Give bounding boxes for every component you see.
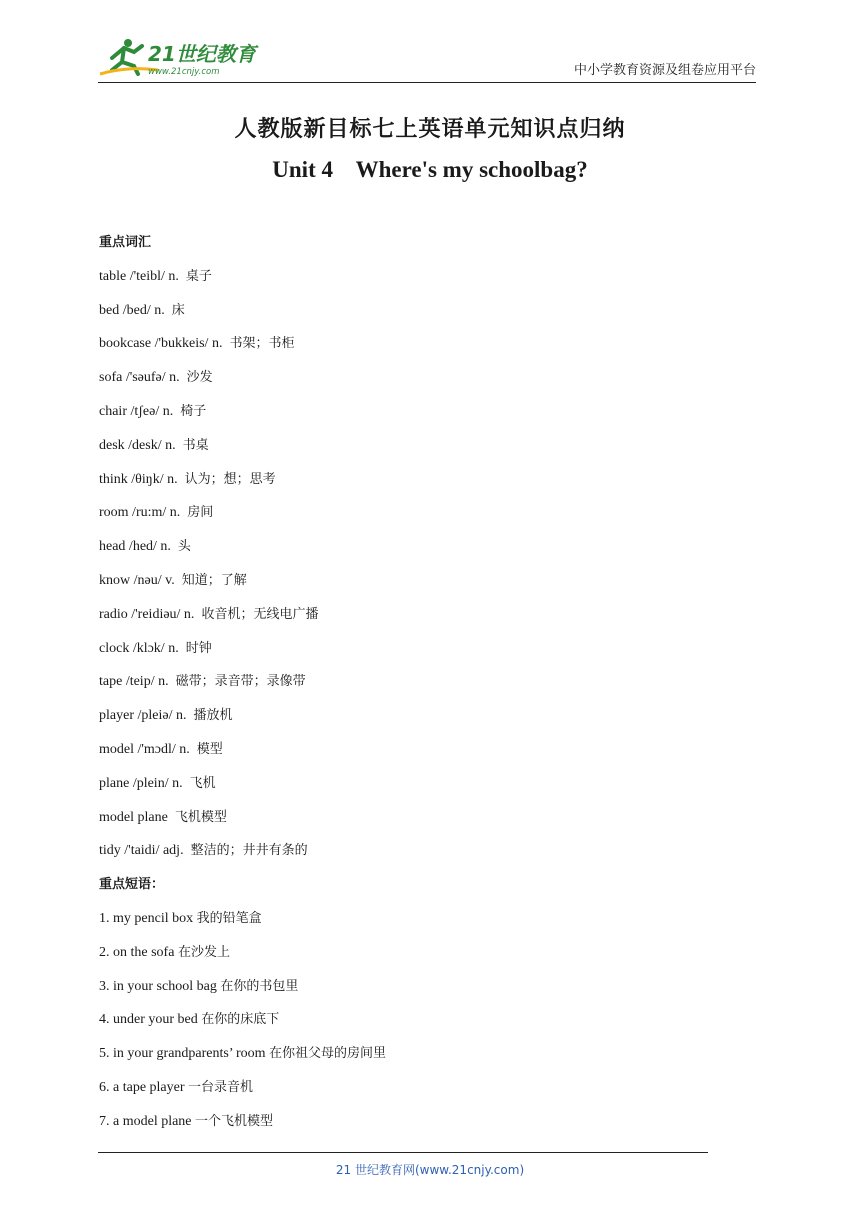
page-subtitle: Unit 4 Where's my schoolbag? <box>272 157 588 182</box>
phrase-item-chinese: 在你的书包里 <box>220 978 299 994</box>
vocab-item-english: think /θiŋk/ n. <box>99 471 178 487</box>
vocab-item <box>99 840 749 874</box>
phrase-list <box>99 908 749 1145</box>
phrase-item <box>99 1043 749 1077</box>
vocab-item <box>99 333 749 367</box>
vocab-item <box>99 570 749 604</box>
footer-divider <box>98 1152 708 1153</box>
logo-url: www.21cnjy.com <box>148 67 220 77</box>
vocab-item-chinese: 模型 <box>196 741 223 757</box>
vocab-item <box>99 367 749 401</box>
vocab-item <box>99 536 749 570</box>
vocab-item-chinese: 椅子 <box>180 403 207 419</box>
phrase-item <box>99 976 749 1010</box>
vocab-item-chinese: 知道；了解 <box>181 572 247 588</box>
vocab-item <box>99 502 749 536</box>
vocab-item-chinese: 桌子 <box>185 268 212 284</box>
vocab-item-english: desk /desk/ n. <box>99 437 176 453</box>
phrase-item-english: 6. a tape player <box>99 1079 185 1095</box>
phrase-item <box>99 1111 749 1145</box>
vocab-item-chinese: 头 <box>177 539 191 555</box>
vocab-item <box>99 401 749 435</box>
document-body <box>99 232 749 1145</box>
vocab-item-chinese: 收音机；无线电广播 <box>201 606 319 622</box>
phrase-item-chinese: 在你祖父母的房间里 <box>269 1046 387 1062</box>
vocab-item-english: head /hed/ n. <box>99 539 171 555</box>
phrase-item <box>99 1009 749 1043</box>
vocab-item-english: know /nəu/ v. <box>99 572 175 588</box>
vocab-item-english: chair /tʃeə/ n. <box>99 403 174 419</box>
vocab-item-chinese: 时钟 <box>185 640 212 656</box>
phrase-item-chinese: 在沙发上 <box>177 944 230 960</box>
vocab-item-chinese: 整洁的；井井有条的 <box>190 843 308 859</box>
phrase-item-chinese: 在你的床底下 <box>201 1012 280 1028</box>
site-name: 中小学教育资源及组卷应用平台 <box>573 63 756 78</box>
phrase-item-chinese: 一台录音机 <box>188 1079 254 1095</box>
phrase-item-english: 3. in your school bag <box>99 978 217 994</box>
vocab-item-chinese: 认为；想；思考 <box>184 471 276 487</box>
vocab-item-english: bed /bed/ n. <box>99 302 165 318</box>
vocab-item <box>99 638 749 672</box>
vocab-list <box>99 266 749 874</box>
vocab-item <box>99 807 749 841</box>
logo-text: 21世纪教育 <box>148 42 256 66</box>
vocab-item-english: tidy /'taidi/ adj. <box>99 843 184 859</box>
vocab-item-chinese: 磁带；录音带；录像带 <box>175 674 306 690</box>
phrase-item-english: 4. under your bed <box>99 1012 198 1028</box>
phrase-item <box>99 908 749 942</box>
phrase-item-chinese: 一个飞机模型 <box>195 1113 274 1129</box>
vocab-item-chinese: 沙发 <box>186 370 213 386</box>
vocab-item-english: room /ru:m/ n. <box>99 505 181 521</box>
phrase-item <box>99 1077 749 1111</box>
footer-link[interactable]: 21 世纪教育网(www.21cnjy.com) <box>335 1163 525 1177</box>
vocab-item <box>99 435 749 469</box>
vocab-item-chinese: 书桌 <box>182 437 209 453</box>
vocab-item <box>99 773 749 807</box>
vocab-item <box>99 300 749 334</box>
vocab-item <box>99 705 749 739</box>
vocab-item-english: clock /klɔk/ n. <box>99 640 179 656</box>
vocab-item <box>99 266 749 300</box>
phrase-item-english: 1. my pencil box <box>99 910 194 926</box>
phrases-heading: 重点短语： <box>99 877 165 893</box>
vocab-heading: 重点词汇 <box>99 235 152 250</box>
vocab-item-chinese: 飞机模型 <box>174 809 227 825</box>
phrase-item-english: 7. a model plane <box>99 1113 192 1129</box>
vocab-item-english: model plane <box>99 809 168 825</box>
vocab-item-english: sofa /'səufə/ n. <box>99 370 180 386</box>
vocab-item-english: model /'mɔdl/ n. <box>99 741 190 757</box>
vocab-item-english: table /'teibl/ n. <box>99 268 179 284</box>
vocab-item-chinese: 房间 <box>187 505 214 521</box>
vocab-item-english: player /pleiə/ n. <box>99 708 187 724</box>
vocab-item-chinese: 床 <box>171 302 185 318</box>
vocab-item-english: bookcase /'bukkeis/ n. <box>99 336 223 352</box>
page-title: 人教版新目标七上英语单元知识点归纳 <box>234 117 626 142</box>
vocab-item <box>99 604 749 638</box>
phrase-item-english: 5. in your grandparents’ room <box>99 1046 266 1062</box>
vocab-item-english: tape /teip/ n. <box>99 674 169 690</box>
vocab-item-english: plane /plein/ n. <box>99 775 183 791</box>
vocab-item-english: radio /'reidiəu/ n. <box>99 606 195 622</box>
vocab-item <box>99 469 749 503</box>
vocab-item-chinese: 书架；书柜 <box>229 336 295 352</box>
site-logo[interactable] <box>98 36 268 78</box>
vocab-item-chinese: 飞机 <box>189 775 216 791</box>
vocab-item <box>99 671 749 705</box>
page-header <box>98 30 756 83</box>
phrase-item-english: 2. on the sofa <box>99 944 175 960</box>
phrase-item-chinese: 我的铅笔盒 <box>196 910 262 926</box>
vocab-item-chinese: 播放机 <box>193 708 233 724</box>
vocab-item <box>99 739 749 773</box>
phrase-item <box>99 942 749 976</box>
